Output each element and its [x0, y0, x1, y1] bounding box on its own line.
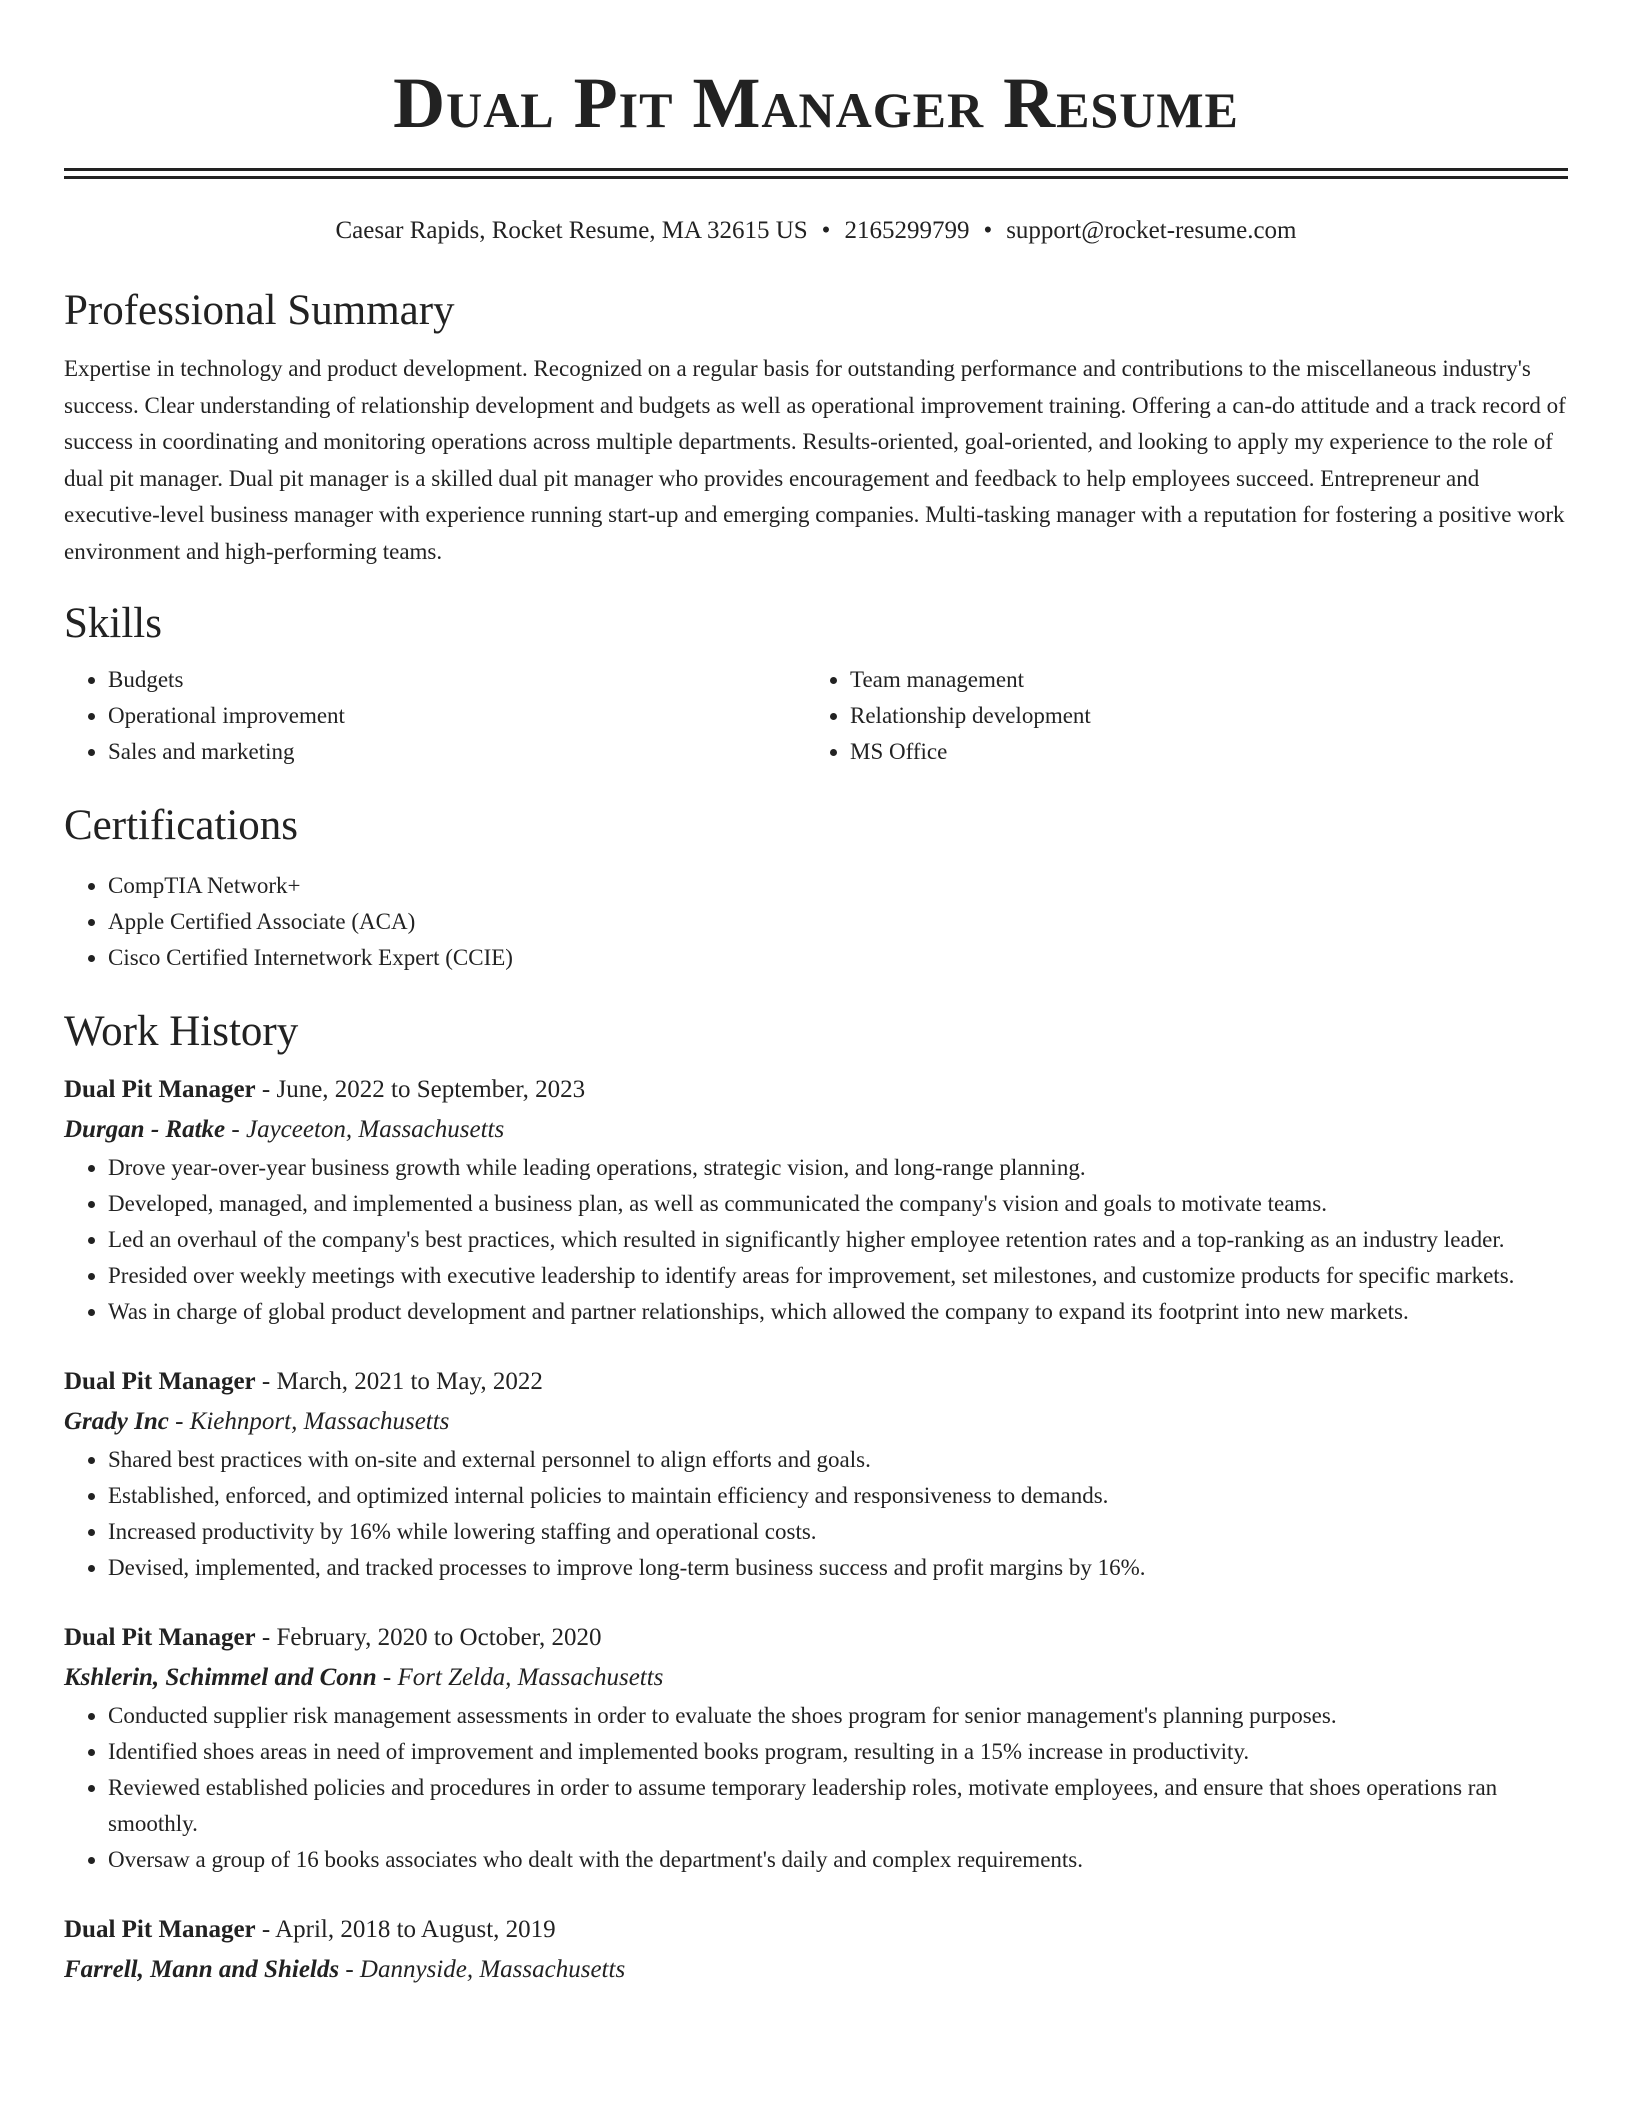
certifications-section — [64, 800, 1568, 976]
skills-section — [64, 598, 1568, 770]
job-dates: April, 2018 to August, 2019 — [275, 1916, 556, 1943]
job-role: Dual Pit Manager — [64, 1076, 256, 1103]
job-bullet: • Led an overhaul of the company's best practices, which resulted in significantly higher employee retention rates and a top-ranking as an industry leader. — [108, 1222, 1568, 1258]
job-title-line: Dual Pit Manager - February, 2020 to October, 2020 — [64, 1624, 602, 1651]
skill-item: • Relationship development — [850, 698, 1548, 734]
job-entry — [64, 1070, 1568, 1330]
job-company: Kshlerin, Schimmel and Conn — [64, 1664, 377, 1691]
job-dates: June, 2022 to September, 2023 — [276, 1076, 586, 1103]
skills-grid — [64, 662, 1568, 770]
contact-address: Caesar Rapids, Rocket Resume, MA 32615 US — [335, 217, 808, 244]
job-bullet: • Reviewed established policies and procedures in order to assume temporary leadership roles, motivate employees, and ensure that shoes operations ran smoothly. — [108, 1770, 1568, 1842]
job-bullet: • Was in charge of global product development and partner relationships, which allowed the company to expand its footprint into new markets. — [108, 1294, 1568, 1330]
job-location: Fort Zelda, Massachusetts — [397, 1664, 664, 1691]
job-bullets — [64, 1698, 1568, 1878]
job-bullets — [64, 1150, 1568, 1330]
skill-item: • Operational improvement — [108, 698, 806, 734]
job-title-line: Dual Pit Manager - April, 2018 to August, 2019 — [64, 1916, 556, 1943]
page-title: Dual Pit Manager Resume — [393, 63, 1239, 143]
job-company: Durgan - Ratke — [64, 1116, 226, 1143]
certifications-list — [64, 868, 1568, 976]
job-title-line: Dual Pit Manager - June, 2022 to September, 2023 — [64, 1076, 586, 1103]
work-history-section — [64, 1006, 1568, 1990]
job-entry — [64, 1618, 1568, 1878]
skill-item: • Sales and marketing — [108, 734, 806, 770]
summary-heading: Professional Summary — [64, 287, 455, 334]
skills-list-left — [64, 662, 806, 770]
contact-separator: • — [821, 217, 831, 244]
skill-item: • MS Office — [850, 734, 1548, 770]
job-company: Grady Inc — [64, 1408, 169, 1435]
contact-line — [64, 215, 1568, 247]
title-double-rule — [64, 168, 1568, 179]
job-bullet: • Oversaw a group of 16 books associates who dealt with the department's daily and complex requirements. — [108, 1842, 1568, 1878]
certification-item: • CompTIA Network+ — [108, 868, 1568, 904]
certifications-heading: Certifications — [64, 802, 299, 849]
job-bullet: • Drove year-over-year business growth while leading operations, strategic vision, and long-range planning. — [108, 1150, 1568, 1186]
skills-heading: Skills — [64, 600, 162, 647]
job-bullet: • Shared best practices with on-site and external personnel to align efforts and goals. — [108, 1442, 1568, 1478]
job-bullets — [64, 1442, 1568, 1586]
summary-section — [64, 285, 1568, 570]
work-history-heading: Work History — [64, 1008, 299, 1055]
summary-text: Expertise in technology and product development. Recognized on a regular basis for outstanding performance and contributions to the miscellaneous industry's success. Clear understanding of relationship development and budgets as well as operational improvement training. Offering a can-do attitude and a track record of success in coordinating and monitoring operations across multiple departments. Results-oriented, goal-oriented, and looking to apply my experience to the role of dual pit manager. Dual pit manager is a skilled dual pit manager who provides encouragement and feedback to help employees succeed. Entrepreneur and executive-level business manager with experience running start-up and emerging companies. Multi-tasking manager with a reputation for fostering a positive work environment and high-performing teams. — [64, 356, 1566, 564]
job-role: Dual Pit Manager — [64, 1624, 256, 1651]
job-bullet: • Conducted supplier risk management assessments in order to evaluate the shoes program for senior management's planning purposes. — [108, 1698, 1568, 1734]
job-entry — [64, 1362, 1568, 1586]
job-dates: March, 2021 to May, 2022 — [276, 1368, 543, 1395]
job-dates: February, 2020 to October, 2020 — [276, 1624, 602, 1651]
job-location: Kiehnport, Massachusetts — [189, 1408, 450, 1435]
contact-phone: 2165299799 — [844, 217, 970, 244]
contact-separator: • — [983, 217, 993, 244]
job-bullet: • Established, enforced, and optimized internal policies to maintain efficiency and responsiveness to demands. — [108, 1478, 1568, 1514]
job-entry — [64, 1910, 1568, 1990]
skills-list-right — [806, 662, 1548, 770]
job-role: Dual Pit Manager — [64, 1368, 256, 1395]
job-bullet: • Presided over weekly meetings with executive leadership to identify areas for improvement, set milestones, and customize products for specific markets. — [108, 1258, 1568, 1294]
job-company: Farrell, Mann and Shields — [64, 1956, 340, 1983]
job-company-line: Grady Inc - Kiehnport, Massachusetts — [64, 1408, 450, 1435]
job-bullet: • Increased productivity by 16% while lowering staffing and operational costs. — [108, 1514, 1568, 1550]
skill-item: • Budgets — [108, 662, 806, 698]
job-role: Dual Pit Manager — [64, 1916, 256, 1943]
skill-item: • Team management — [850, 662, 1548, 698]
job-title-line: Dual Pit Manager - March, 2021 to May, 2022 — [64, 1368, 543, 1395]
job-location: Jayceeton, Massachusetts — [245, 1116, 505, 1143]
job-bullet: • Devised, implemented, and tracked processes to improve long-term business success and profit margins by 16%. — [108, 1550, 1568, 1586]
job-bullet: • Identified shoes areas in need of improvement and implemented books program, resulting in a 15% increase in productivity. — [108, 1734, 1568, 1770]
contact-email: support@rocket-resume.com — [1006, 217, 1297, 244]
job-location: Dannyside, Massachusetts — [359, 1956, 626, 1983]
job-company-line: Kshlerin, Schimmel and Conn - Fort Zelda, Massachusetts — [64, 1664, 664, 1691]
certification-item: • Cisco Certified Internetwork Expert (CCIE) — [108, 940, 1568, 976]
job-company-line: Durgan - Ratke - Jayceeton, Massachusetts — [64, 1116, 505, 1143]
job-bullet: • Developed, managed, and implemented a business plan, as well as communicated the company's vision and goals to motivate teams. — [108, 1186, 1568, 1222]
certification-item: • Apple Certified Associate (ACA) — [108, 904, 1568, 940]
job-company-line: Farrell, Mann and Shields - Dannyside, Massachusetts — [64, 1956, 626, 1983]
